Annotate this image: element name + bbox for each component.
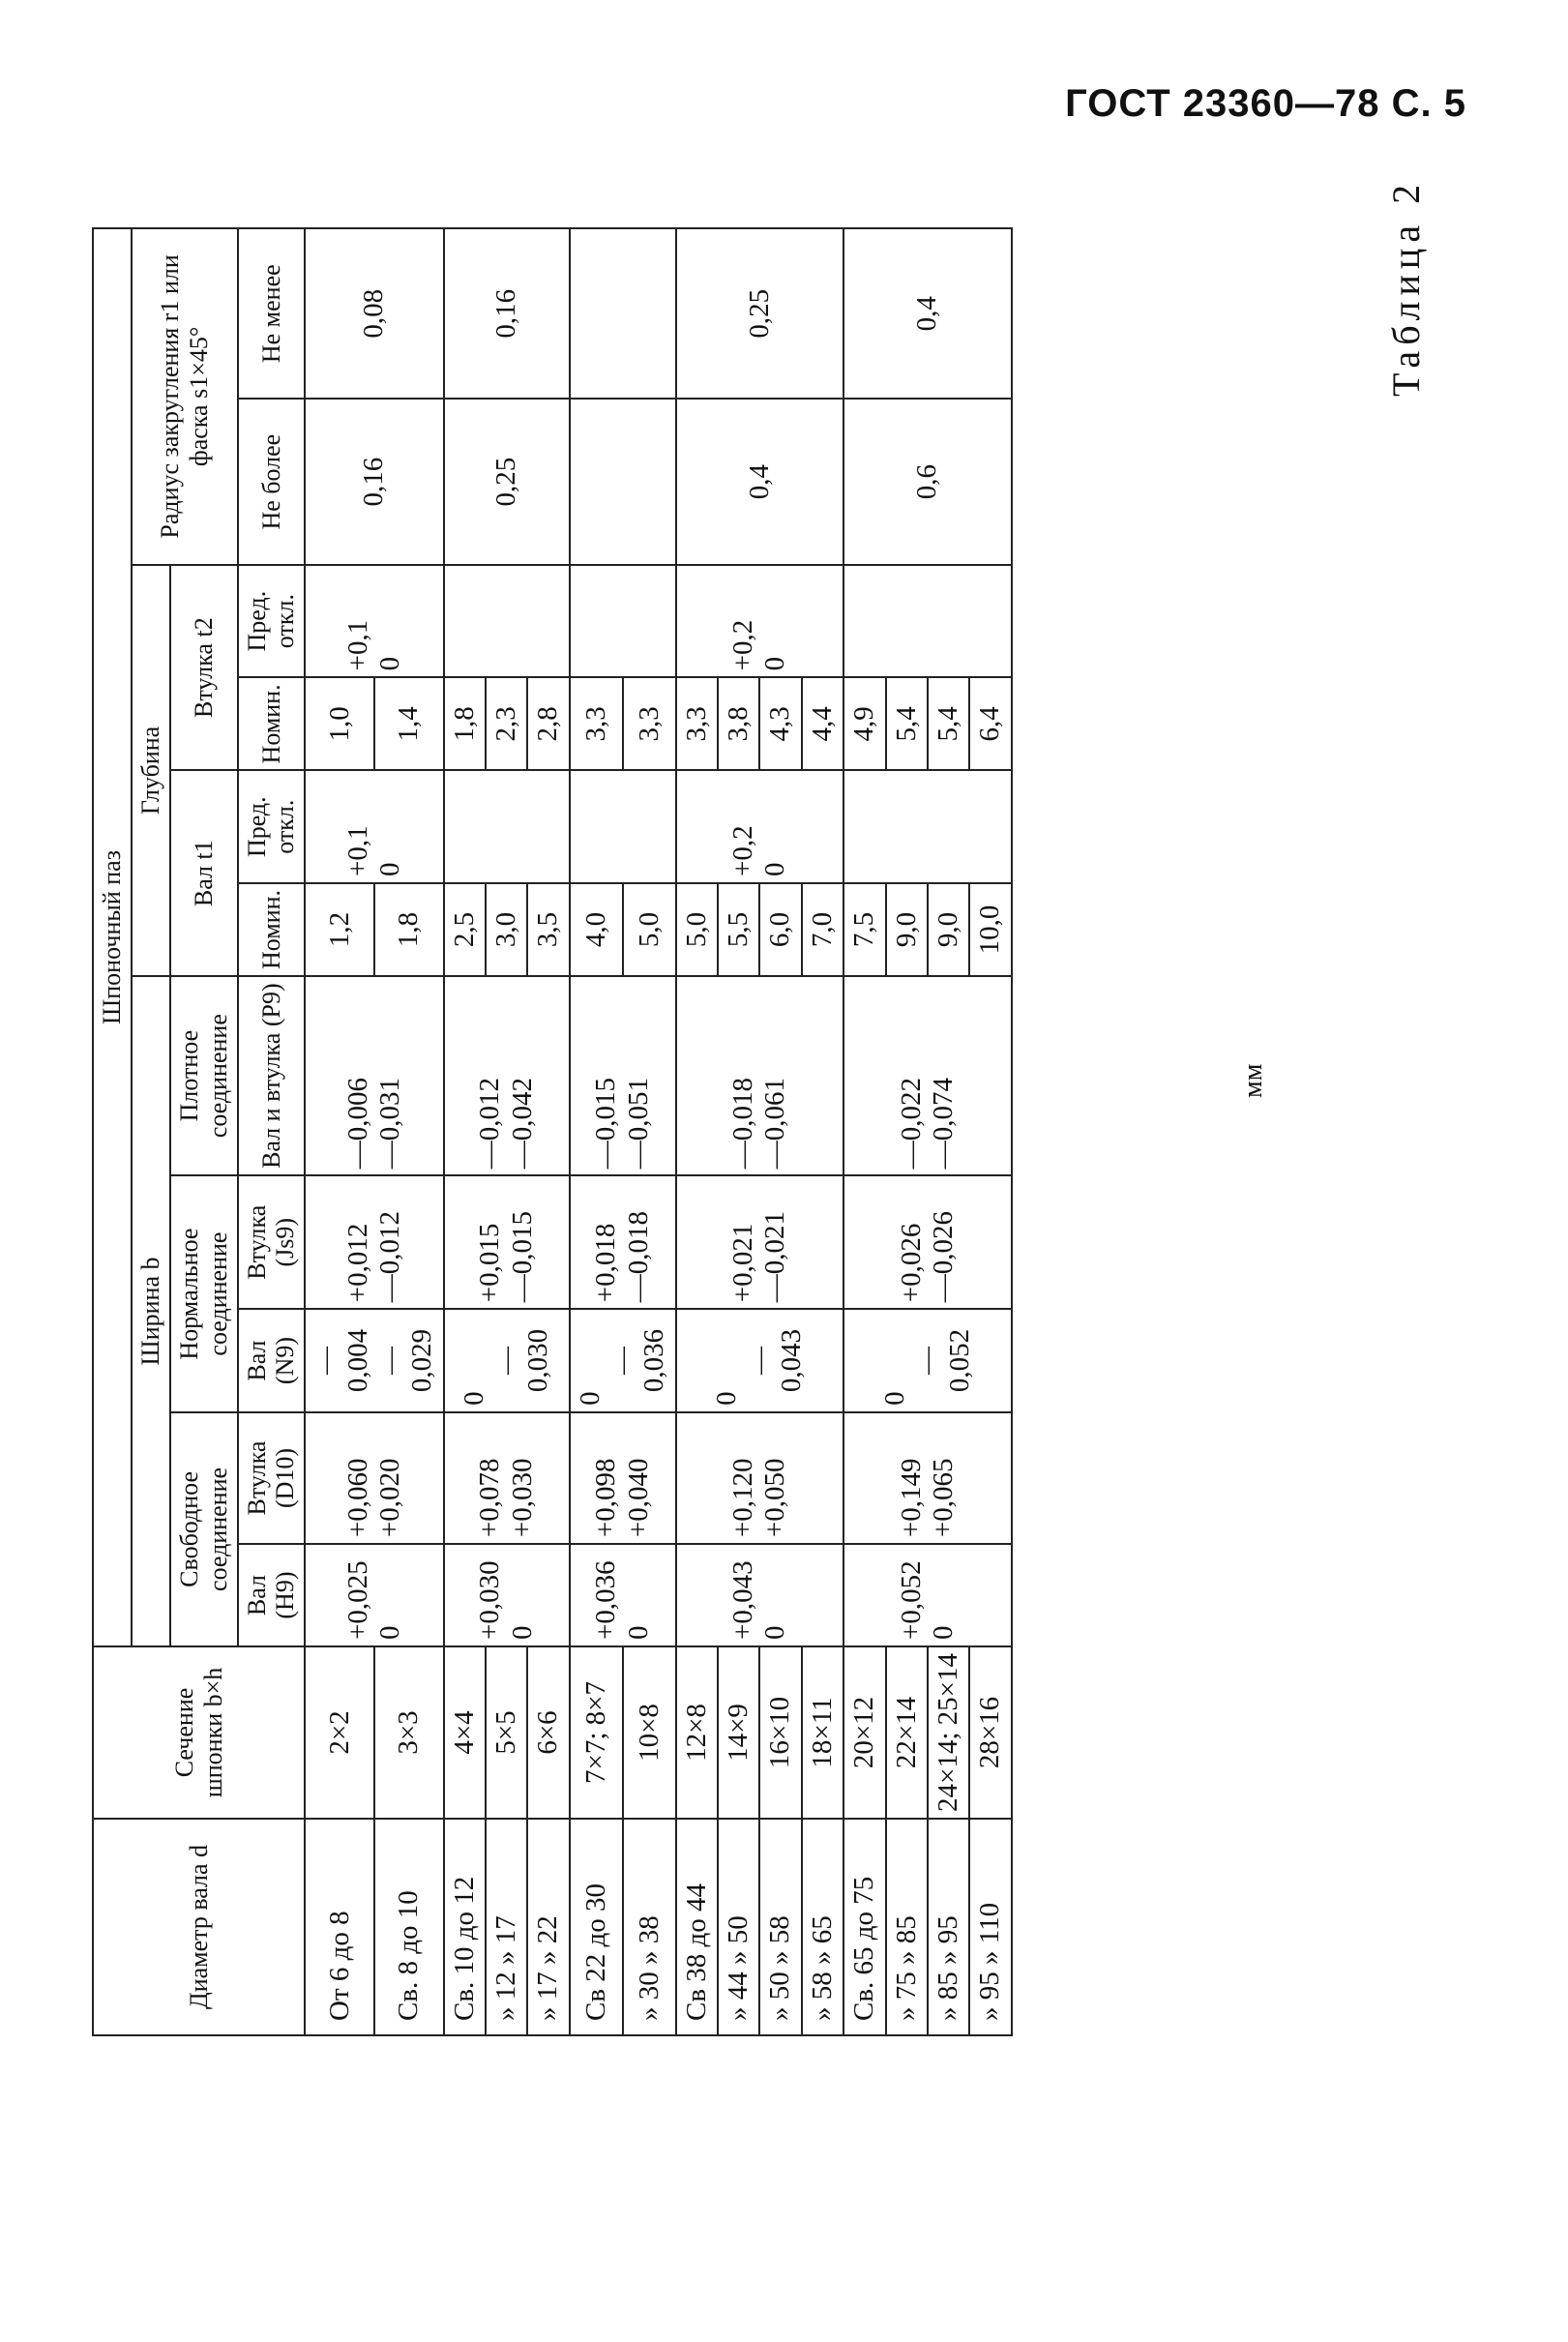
t2-deviation-cell-value: 0: [759, 656, 791, 671]
col-radius: Радиус закругления r1 или фаска s1×45°: [132, 228, 238, 565]
col-t1-nom: Номин.: [238, 883, 306, 976]
radius-max-cell: 0,25: [444, 399, 570, 564]
page-header: ГОСТ 23360—78 С. 5: [1065, 82, 1466, 125]
diameter-cell: От 6 до 8: [305, 1819, 374, 2035]
free-hub-cell-values: [896, 1419, 961, 1537]
section-cell: 24×14; 25×14: [928, 1646, 969, 1819]
free-hub-cell: [444, 1412, 570, 1544]
tight-cell: [305, 976, 443, 1175]
free-hub-cell-value: +0,120: [727, 1458, 759, 1538]
tight-cell-value: —0,051: [622, 1078, 654, 1170]
free-hub-cell-value: +0,065: [927, 1458, 959, 1538]
t1-nominal-cell: 9,0: [928, 883, 969, 976]
section-cell: 7×7; 8×7: [570, 1646, 623, 1819]
normal-hub-cell: [843, 1175, 1011, 1309]
normal-shaft-cell-value: 0: [711, 1391, 743, 1406]
t1-deviation-cell-value: 0: [374, 862, 406, 876]
free-hub-cell-value: +0,060: [341, 1458, 373, 1538]
free-hub-cell-value: +0,098: [590, 1458, 622, 1538]
col-shaft-h9: Вал (Н9): [238, 1544, 306, 1646]
radius-min-cell: 0,16: [444, 228, 570, 399]
free-hub-cell: [305, 1412, 443, 1544]
t2-deviation-cell-value: +0,1: [341, 619, 373, 671]
normal-shaft-cell: [843, 1309, 1011, 1412]
free-shaft-cell-values: [896, 1551, 961, 1640]
t2-deviation-cell-value: 0: [374, 656, 406, 671]
t2-nominal-cell: 5,4: [886, 677, 928, 770]
tight-cell-values: [727, 983, 792, 1169]
t1-nominal-cell: 7,0: [802, 883, 843, 976]
t1-nominal-cell: 7,5: [843, 883, 885, 976]
free-hub-cell: [570, 1412, 676, 1544]
free-hub-cell-values: [727, 1419, 792, 1537]
t1-deviation-cell-values: [342, 777, 407, 876]
normal-shaft-cell-value: —0,052: [911, 1328, 975, 1393]
free-shaft-cell-value: +0,025: [341, 1560, 373, 1640]
diameter-cell: » 58 » 65: [802, 1819, 843, 2035]
free-shaft-cell: [843, 1544, 1011, 1646]
normal-shaft-cell-values: [711, 1316, 808, 1406]
normal-shaft-cell-values: [575, 1316, 671, 1406]
normal-hub-cell-value: —0,021: [759, 1210, 791, 1303]
free-shaft-cell: [676, 1544, 843, 1646]
free-hub-cell: [843, 1412, 1011, 1544]
free-shaft-cell-value: +0,043: [727, 1560, 759, 1640]
normal-hub-cell-value: +0,021: [727, 1223, 759, 1303]
section-cell: 22×14: [886, 1646, 928, 1819]
section-cell: 12×8: [676, 1646, 718, 1819]
diameter-cell: Св. 8 до 10: [374, 1819, 444, 2035]
section-cell: 18×11: [802, 1646, 843, 1819]
normal-shaft-cell-value: 0: [458, 1391, 489, 1406]
diameter-cell: » 30 » 38: [623, 1819, 676, 2035]
t2-nominal-cell: 1,0: [305, 677, 374, 770]
radius-max-cell: 0,16: [305, 399, 443, 564]
free-shaft-cell-value: +0,030: [474, 1560, 506, 1640]
tight-cell-value: —0,042: [506, 1078, 538, 1170]
free-hub-cell-value: +0,020: [374, 1458, 406, 1538]
t1-nominal-cell: 1,8: [374, 883, 444, 976]
diameter-cell: » 95 » 110: [969, 1819, 1011, 2035]
col-tight: Плотное соединение: [170, 976, 238, 1175]
t2-nominal-cell: 1,8: [444, 677, 486, 770]
normal-hub-cell: [570, 1175, 676, 1309]
t1-deviation-cell: [305, 770, 443, 883]
col-t2-dev: Пред. откл.: [238, 565, 306, 678]
free-shaft-cell-value: +0,036: [590, 1560, 622, 1640]
normal-shaft-cell-values: [310, 1316, 438, 1406]
radius-min-cell: 0,08: [305, 228, 443, 399]
tight-cell-value: —0,031: [374, 1078, 406, 1170]
normal-shaft-cell: [570, 1309, 676, 1412]
t1-nominal-cell: 2,5: [444, 883, 486, 976]
free-shaft-cell-value: 0: [927, 1625, 959, 1640]
free-shaft-cell-value: 0: [622, 1625, 654, 1640]
tight-cell-value: —0,074: [927, 1078, 959, 1170]
tight-cell-values: [474, 983, 539, 1169]
table-title: Таблица 2: [1384, 178, 1428, 397]
col-r-max: Не более: [238, 399, 306, 564]
t1-deviation-cell-value: +0,1: [341, 825, 373, 876]
t1-nominal-cell: 1,2: [305, 883, 374, 976]
tight-cell-value: —0,012: [474, 1078, 506, 1170]
tight-cell: [570, 976, 676, 1175]
table-body: [305, 228, 1011, 2035]
col-keyway: Шпоночный паз: [93, 228, 132, 1646]
table-row: [444, 228, 486, 2035]
free-hub-cell-values: [342, 1419, 407, 1537]
diameter-cell: » 50 » 58: [759, 1819, 801, 2035]
col-free: Свободное соединение: [170, 1412, 238, 1646]
t1-nominal-cell: 3,0: [486, 883, 527, 976]
radius-max-cell: 0,6: [843, 399, 1011, 564]
tight-cell-value: —0,015: [590, 1078, 622, 1170]
col-shaft-hub-p9: Вал и втулка (P9): [238, 976, 306, 1175]
t1-deviation-cell: [843, 770, 1011, 883]
normal-hub-cell: [444, 1175, 570, 1309]
free-shaft-cell-value: 0: [374, 1625, 406, 1640]
section-cell: 14×9: [718, 1646, 759, 1819]
t2-nominal-cell: 4,4: [802, 677, 843, 770]
normal-hub-cell-values: [590, 1182, 655, 1302]
section-cell: 10×8: [623, 1646, 676, 1819]
diameter-cell: » 17 » 22: [527, 1819, 569, 2035]
col-depth: Глубина: [132, 565, 170, 976]
t2-nominal-cell: 3,3: [570, 677, 623, 770]
normal-shaft-cell-value: —0,043: [743, 1328, 808, 1393]
free-shaft-cell: [570, 1544, 676, 1646]
tight-cell: [444, 976, 570, 1175]
diameter-cell: » 85 » 95: [928, 1819, 969, 2035]
t1-deviation-cell-values: [727, 777, 792, 876]
normal-shaft-cell-value: —0,029: [374, 1328, 438, 1393]
free-hub-cell-value: +0,030: [506, 1458, 538, 1538]
col-r-min: Не менее: [238, 228, 306, 399]
normal-shaft-cell-value: 0: [878, 1391, 910, 1406]
col-section: Сечение шпонки b×h: [93, 1646, 305, 1819]
t2-nominal-cell: 4,3: [759, 677, 801, 770]
t2-deviation-cell: [444, 565, 570, 678]
t2-deviation-cell-value: +0,2: [727, 619, 759, 671]
free-shaft-cell-values: [474, 1551, 539, 1640]
t2-nominal-cell: 4,9: [843, 677, 885, 770]
normal-hub-cell-value: +0,015: [474, 1223, 506, 1303]
section-cell: 4×4: [444, 1646, 486, 1819]
diameter-cell: Св 38 до 44: [676, 1819, 718, 2035]
keyway-table: [92, 227, 1013, 2036]
free-shaft-cell-value: +0,052: [895, 1560, 927, 1640]
section-cell: 3×3: [374, 1646, 444, 1819]
free-hub-cell-values: [590, 1419, 655, 1537]
unit-label: мм: [1238, 1063, 1268, 1098]
diameter-cell: » 44 » 50: [718, 1819, 759, 2035]
col-normal: Нормальное соединение: [170, 1175, 238, 1412]
free-shaft-cell: [444, 1544, 570, 1646]
radius-min-cell: 0,4: [843, 228, 1011, 399]
col-t2-nom: Номин.: [238, 677, 306, 770]
diameter-cell: » 12 » 17: [486, 1819, 527, 2035]
table-row: [305, 228, 374, 2035]
normal-hub-cell-value: —0,012: [374, 1210, 406, 1303]
radius-max-cell: [570, 399, 676, 564]
free-shaft-cell-values: [727, 1551, 792, 1640]
col-shaft-t1: Вал t1: [170, 770, 238, 976]
t1-nominal-cell: 4,0: [570, 883, 623, 976]
section-cell: 16×10: [759, 1646, 801, 1819]
normal-shaft-cell-value: —0,036: [606, 1328, 670, 1393]
tight-cell-value: —0,018: [727, 1078, 759, 1170]
normal-hub-cell: [305, 1175, 443, 1309]
normal-hub-cell-values: [727, 1182, 792, 1302]
free-hub-cell-value: +0,040: [622, 1458, 654, 1538]
free-shaft-cell-values: [342, 1551, 407, 1640]
t2-deviation-cell: [305, 565, 443, 678]
normal-hub-cell-value: +0,018: [590, 1223, 622, 1303]
diameter-cell: Св. 65 до 75: [843, 1819, 885, 2035]
free-hub-cell: [676, 1412, 843, 1544]
t1-nominal-cell: 10,0: [969, 883, 1011, 976]
t1-nominal-cell: 3,5: [527, 883, 569, 976]
t2-nominal-cell: 3,8: [718, 677, 759, 770]
t1-deviation-cell: [444, 770, 570, 883]
t1-deviation-cell: [570, 770, 676, 883]
table-header: [93, 228, 305, 2035]
normal-shaft-cell-value: 0: [574, 1391, 606, 1406]
t2-nominal-cell: 3,3: [676, 677, 718, 770]
t1-nominal-cell: 5,0: [676, 883, 718, 976]
free-shaft-cell-value: 0: [759, 1625, 791, 1640]
radius-min-cell: 0,25: [676, 228, 843, 399]
normal-shaft-cell: [676, 1309, 843, 1412]
t1-nominal-cell: 5,0: [623, 883, 676, 976]
diameter-cell: » 75 » 85: [886, 1819, 928, 2035]
t2-deviation-cell: [843, 565, 1011, 678]
free-hub-cell-values: [474, 1419, 539, 1537]
tight-cell-values: [896, 983, 961, 1169]
col-width: Ширина b: [132, 976, 170, 1646]
tight-cell-value: —0,061: [759, 1078, 791, 1170]
t2-nominal-cell: 5,4: [928, 677, 969, 770]
table-row: [843, 228, 885, 2035]
normal-hub-cell-values: [896, 1182, 961, 1302]
section-cell: 20×12: [843, 1646, 885, 1819]
t1-nominal-cell: 6,0: [759, 883, 801, 976]
tight-cell: [676, 976, 843, 1175]
t2-deviation-cell: [676, 565, 843, 678]
col-t1-dev: Пред. откл.: [238, 770, 306, 883]
section-cell: 28×16: [969, 1646, 1011, 1819]
rotated-table-block: [92, 5, 1446, 2036]
free-hub-cell-value: +0,078: [474, 1458, 506, 1538]
normal-shaft-cell-values: [459, 1316, 555, 1406]
t1-nominal-cell: 9,0: [886, 883, 928, 976]
t1-deviation-cell-value: 0: [759, 862, 791, 876]
t2-deviation-cell-values: [727, 572, 792, 671]
table-row: [570, 228, 623, 2035]
section-cell: 6×6: [527, 1646, 569, 1819]
t2-nominal-cell: 1,4: [374, 677, 444, 770]
t2-deviation-cell-values: [342, 572, 407, 671]
tight-cell: [843, 976, 1011, 1175]
tight-cell-value: —0,006: [341, 1078, 373, 1170]
t2-nominal-cell: 2,3: [486, 677, 527, 770]
normal-hub-cell-value: —0,015: [506, 1210, 538, 1303]
t2-nominal-cell: 6,4: [969, 677, 1011, 770]
normal-shaft-cell: [444, 1309, 570, 1412]
tight-cell-value: —0,022: [895, 1078, 927, 1170]
free-shaft-cell: [305, 1544, 443, 1646]
normal-hub-cell-value: +0,012: [341, 1223, 373, 1303]
radius-max-cell: 0,4: [676, 399, 843, 564]
normal-hub-cell-value: +0,026: [895, 1223, 927, 1303]
col-hub-js9: Втулка (Js9): [238, 1175, 306, 1309]
t1-nominal-cell: 5,5: [718, 883, 759, 976]
col-shaft-n9: Вал (N9): [238, 1309, 306, 1412]
tight-cell-values: [590, 983, 655, 1169]
normal-shaft-cell: [305, 1309, 443, 1412]
normal-shaft-cell-values: [879, 1316, 976, 1406]
free-shaft-cell-value: 0: [506, 1625, 538, 1640]
diameter-cell: Св. 10 до 12: [444, 1819, 486, 2035]
t2-nominal-cell: 3,3: [623, 677, 676, 770]
normal-shaft-cell-value: —0,004: [310, 1328, 373, 1393]
col-hub-t2: Втулка t2: [170, 565, 238, 771]
free-hub-cell-value: +0,149: [895, 1458, 927, 1538]
free-shaft-cell-values: [590, 1551, 655, 1640]
t2-nominal-cell: 2,8: [527, 677, 569, 770]
free-hub-cell-value: +0,050: [759, 1458, 791, 1538]
diameter-cell: Св 22 до 30: [570, 1819, 623, 2035]
normal-hub-cell: [676, 1175, 843, 1309]
t1-deviation-cell: [676, 770, 843, 883]
normal-hub-cell-values: [474, 1182, 539, 1302]
tight-cell-values: [342, 983, 407, 1169]
section-cell: 5×5: [486, 1646, 527, 1819]
section-cell: 2×2: [305, 1646, 374, 1819]
t2-deviation-cell: [570, 565, 676, 678]
normal-hub-cell-value: —0,026: [927, 1210, 959, 1303]
t1-deviation-cell-value: +0,2: [727, 825, 759, 876]
normal-hub-cell-values: [342, 1182, 407, 1302]
col-hub-d10: Втулка (D10): [238, 1412, 306, 1544]
radius-min-cell: [570, 228, 676, 399]
table-row: [676, 228, 718, 2035]
col-diameter: Диаметр вала d: [93, 1819, 305, 2035]
normal-hub-cell-value: —0,018: [622, 1210, 654, 1303]
normal-shaft-cell-value: —0,030: [490, 1328, 554, 1393]
